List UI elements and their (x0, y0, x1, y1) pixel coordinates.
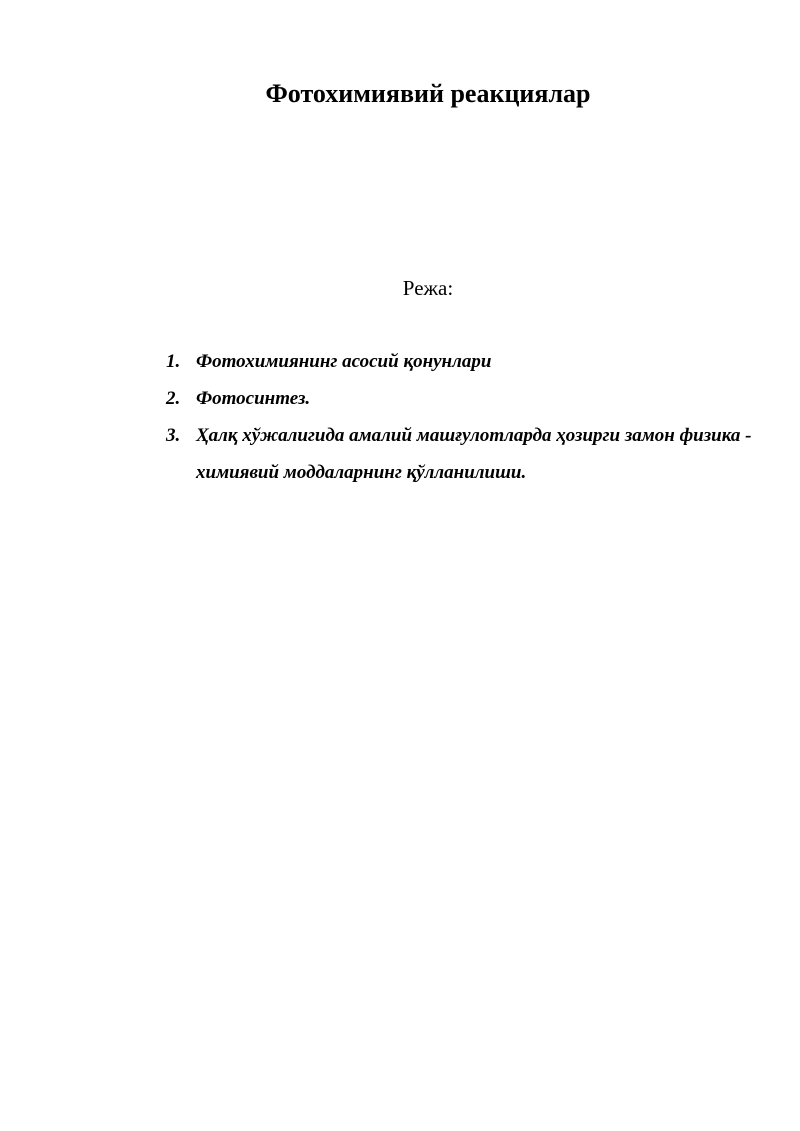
plan-item-number: 1. (166, 351, 181, 372)
plan-item-text: Фотохимиянинг асосий қонунлари (196, 351, 492, 372)
plan-item-2 (166, 380, 766, 417)
plan-item-1 (166, 343, 766, 380)
plan-item-3 (166, 417, 766, 491)
plan-list (166, 343, 766, 491)
plan-heading: Режа: (402, 276, 454, 300)
plan-item-number: 2. (166, 388, 181, 409)
document-title: Фотохимиявий реакциялар (265, 79, 591, 108)
plan-item-text: Фотосинтез. (196, 388, 311, 409)
plan-item-text: Ҳалқ хўжалигида амалий машғулотларда ҳозирги замон физика - химиявий моддаларнинг қўлланилиши. (196, 425, 752, 483)
plan-item-number: 3. (166, 425, 181, 446)
